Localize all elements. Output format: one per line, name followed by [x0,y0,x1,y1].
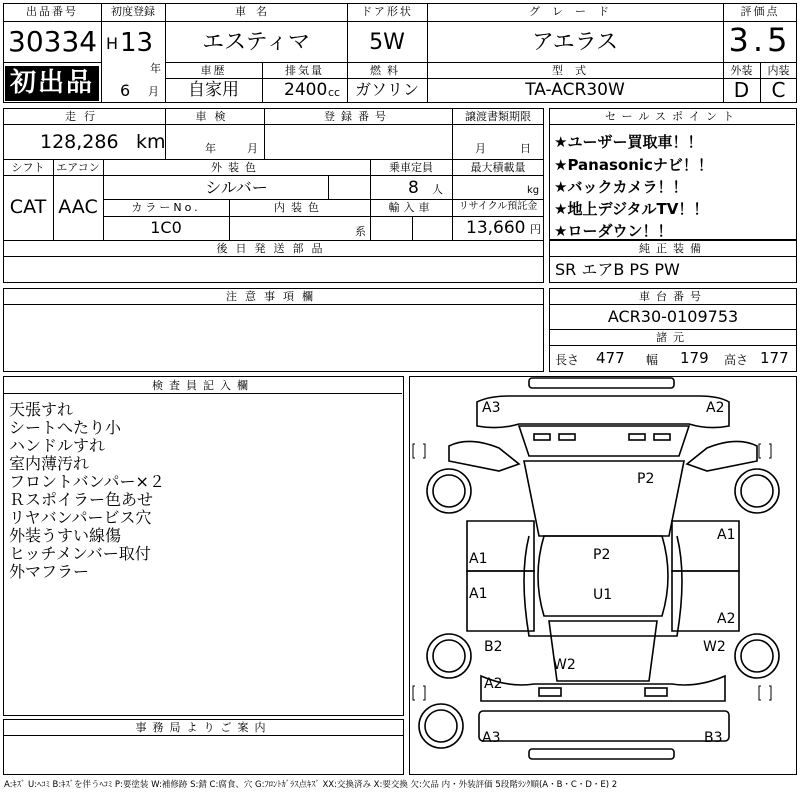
length-label: 長さ [555,353,580,367]
inspector-box [3,376,404,716]
height-label: 高さ [724,353,749,367]
model-label: 型式 [552,64,598,77]
lot-number: 30334 [8,25,98,58]
year-unit: 年 [150,62,161,75]
inspector-note: 天張すれ [9,400,74,419]
sales-point-box [549,108,797,240]
history: 自家用 [188,80,239,100]
damage-mark: W2 [553,657,576,673]
int-color-label: 内装色 [274,201,325,214]
sales-point-item: ★ユーザー買取車！！ [554,133,703,151]
displacement: 2400 [284,80,328,100]
car-name-label: 車名 [235,5,277,18]
int-color-unit: 系 [355,225,366,238]
damage-mark: A3 [482,400,501,416]
recycle-unit: 円 [530,223,541,236]
capacity-label: 乗車定員 [389,161,433,174]
history-label: 車歴 [200,64,227,77]
notes-label: 注意事項欄 [226,290,321,303]
ext-color-label: 外装色 [211,161,262,174]
car-damage-diagram [409,376,797,775]
length-value: 477 [596,349,625,367]
damage-mark: A1 [469,551,488,567]
chassis-number: ACR30-0109753 [607,307,739,326]
lot-label: 出品番号 [26,5,78,18]
damage-mark: A2 [484,676,503,692]
office-label: 事務局よりご案内 [135,721,272,734]
inspector-note: ハンドルすれ [9,436,106,455]
damage-mark: A3 [482,730,501,746]
inspector-note: ヒッチメンバー取付 [9,544,151,563]
displacement-unit: cc [328,86,341,99]
color-no: 1C0 [150,218,182,237]
reg-month: 6 [120,81,131,100]
interior-grade: C [771,78,786,102]
shift-label: シフト [11,161,45,174]
capacity: 8 [408,178,419,198]
inspector-note: シートへたり小 [9,418,122,437]
capacity-unit: 人 [432,183,443,196]
height-value: 177 [760,349,789,367]
first-listing-badge: 初出品 [5,66,99,101]
fuel-label: 燃料 [370,64,404,77]
import-label: 輸入車 [388,201,434,214]
dims-label: 諸元 [656,331,690,344]
transfer-day-unit: 日 [520,142,531,155]
equipment-value: SR エアB PS PW [555,260,680,279]
inspector-note: Ｒスポイラー色あせ [9,490,154,509]
inspector-label: 検査員記入欄 [152,379,254,392]
model: TA-ACR30W [525,80,625,100]
shift: CAT [9,196,47,218]
inspection-year-unit: 年 [205,142,216,155]
width-label: 幅 [646,353,659,367]
fuel: ガソリン [354,80,419,99]
width-value: 179 [680,349,709,367]
later-parts-label: 後日発送部品 [216,242,331,255]
damage-mark: B2 [484,639,503,655]
sales-point-item: ★Panasonicナビ！！ [554,156,713,174]
grade: アエラス [531,30,619,55]
color-no-label: カラーNo. [131,201,201,214]
inspector-note: リヤバンパービス穴 [9,508,152,527]
transfer-month-unit: 月 [475,142,486,155]
chassis-label: 車台番号 [639,290,707,303]
car-name: エスティマ [202,30,310,55]
inspector-note: 外装うすい線傷 [9,526,122,545]
transfer-label: 譲渡書類期限 [465,110,531,123]
displacement-label: 排気量 [285,64,324,77]
damage-mark: U1 [593,587,613,603]
aircon: AAC [58,196,98,218]
max-load-unit: kg [527,185,540,196]
inspector-note: 室内薄汚れ [9,454,90,473]
recycle-label: リサイクル預託金 [458,201,538,212]
aircon-label: エアコン [56,161,100,174]
damage-mark: P2 [593,547,611,563]
sales-point-item: ★地上デジタルTV！！ [554,200,709,218]
ext-color: シルバー [205,178,268,197]
damage-mark: A1 [717,527,736,543]
equipment-label: 純正装備 [639,242,707,255]
damage-mark: A2 [717,611,736,627]
sales-point-item: ★ローダウン！！ [554,222,673,240]
damage-mark: A1 [469,586,488,602]
damage-mark: W2 [703,639,726,655]
reg-number-label: 登録番号 [324,110,392,123]
sales-point-item: ★バックカメラ！！ [554,178,688,196]
door-label: ドア形状 [361,5,413,18]
score: 3.5 [728,21,792,59]
damage-mark: A2 [706,400,725,416]
legend: A:ｷｽﾞ U:ﾍｺﾐ B:ｷｽﾞを伴うﾍｺﾐ P:要塗装 W:補修跡 S:錆 C:腐食、穴 G:ﾌﾛﾝﾄｶﾞﾗｽ点ｷｽﾞ XX:交換済み X:要交換 欠:欠品 内・外装評価 5段階ﾗﾝｸ順(A・B・C・D・E) 2 [4,780,618,790]
recycle-amount: 13,660 [466,218,526,238]
sales-point-label: セールスポイント [604,110,740,123]
mileage-unit: km [136,131,166,153]
first-reg-label: 初度登録 [111,5,155,18]
inspection-month-unit: 月 [247,142,258,155]
grade-label: グレード [529,5,621,18]
door-type: 5W [369,30,405,55]
max-load-label: 最大積載量 [470,161,526,174]
inspector-note: 外マフラー [9,562,90,581]
damage-mark: B3 [704,730,723,746]
damage-mark: P2 [637,471,655,487]
score-label: 評価点 [740,5,780,18]
era: H [106,34,119,53]
mileage-label: 走行 [65,110,103,123]
interior-label: 内装 [767,64,790,77]
inspection-label: 車検 [195,110,234,123]
reg-year: 13 [120,28,154,58]
exterior-label: 外装 [730,64,753,77]
inspector-note: フロントバンパー×２ [9,472,165,491]
exterior-grade: D [733,78,750,102]
month-unit: 月 [148,85,159,98]
mileage: 128,286 [40,131,119,153]
